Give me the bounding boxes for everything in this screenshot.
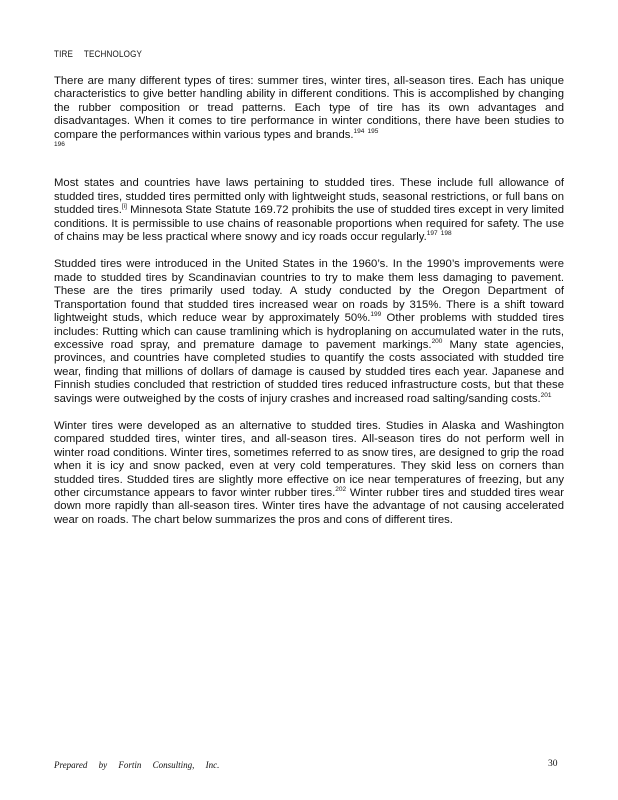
footnote-ref: 194 bbox=[353, 127, 365, 135]
paragraph-text: Most states and countries have laws pertaining to studded tires. These include full allowance of studded tires, studded tires permitted only with lightweight studs, seasonal restrictions, or full bans on studded tires. bbox=[54, 177, 564, 217]
footnote-ref: [i] bbox=[121, 203, 127, 211]
footnote-ref: 200 bbox=[431, 338, 443, 346]
paragraph-text: Studded tires were introduced in the United States in the 1960’s. In the 1990’s improvements were made to studded tires by Scandinavian countries to try to make them less damaging to pavement. These are the tires primarily used today. A study conducted by the Oregon Department of Transportation found that studded tires increased wear on roads by 315%. There is a shift toward lightweight studs, which reduce wear by approximately 50%. bbox=[54, 258, 564, 325]
footnote-ref: 196 bbox=[54, 141, 65, 149]
footnote-ref: 197 bbox=[426, 230, 438, 238]
paragraph-text: There are many different types of tires: summer tires, winter tires, all-season tires. Each has unique characteristics to give better handling ability in different conditions. This is accomplished by changing the rubber composition or tread patterns. Each type of tire has its own advantages and disadvantages. When it comes to tire performance in winter conditions, there have been studies to compare the performances within various types and brands. bbox=[54, 75, 564, 141]
footnote-ref: 199 bbox=[370, 311, 382, 319]
footnote-ref: 201 bbox=[540, 391, 552, 399]
paragraph-text: Winter tires were developed as an alternative to studded tires. Studies in Alaska and Washington compared studded tires, winter tires, and all-season tires. All-season tires do not perform well in winter road conditions. Winter tires, sometimes referred to as snow tires, are designed to grip the road when it is icy and snow packed, even at very cold temperatures. They skid less on corners than studded tires. Studded tires are slightly more effective on ice near temperatures of freezing, but any other circumstance appears to favor winter rubber tires. bbox=[54, 419, 564, 499]
footnote-ref: 198 bbox=[440, 230, 452, 238]
paragraph-text: Winter rubber tires and studded tires wear down more rapidly than all-season tires. Winter tires have the advantage of not causing accelerated wear on roads. The chart below summarizes the pros and cons of different tires. bbox=[54, 486, 564, 526]
footnote-ref: 195 bbox=[367, 127, 379, 135]
footer-prepared-by: Prepared by Fortin Consulting, Inc. bbox=[54, 760, 220, 770]
paragraph-text: Other problems with studded tires includes: Rutting which can cause tramlining which is hydroplaning on accumulated water in the ruts, excessive road spray, and premature damage to pavement markings. bbox=[54, 312, 564, 351]
paragraph-winter-tires bbox=[54, 420, 564, 527]
section-title: TIRE TECHNOLOGY bbox=[54, 49, 143, 60]
footnote-ref: 202 bbox=[335, 486, 347, 494]
body-text bbox=[54, 75, 564, 541]
paragraph-studded-laws bbox=[54, 177, 564, 244]
paragraph-tire-types bbox=[54, 75, 564, 155]
page-number: 30 bbox=[548, 759, 558, 769]
paragraph-text: Minnesota State Statute 169.72 prohibits the use of studded tires except in very limited conditions. It is permissible to use chains of reasonable proportions when required for safety. The use of chains may be less practical where snowy and icy roads occur regularly. bbox=[54, 204, 565, 244]
paragraph-text: Many state agencies, provinces, and countries have completed studies to quantify the costs associated with studded tire wear, finding that millions of dollars of damage is caused by studded tires each year. Japanese and Finnish studies concluded that restriction of studded tires reduced infrastructure costs, but that these savings were outweighed by the costs of injury crashes and increased road salting/sanding costs. bbox=[54, 338, 564, 405]
paragraph-studded-history bbox=[54, 258, 564, 405]
